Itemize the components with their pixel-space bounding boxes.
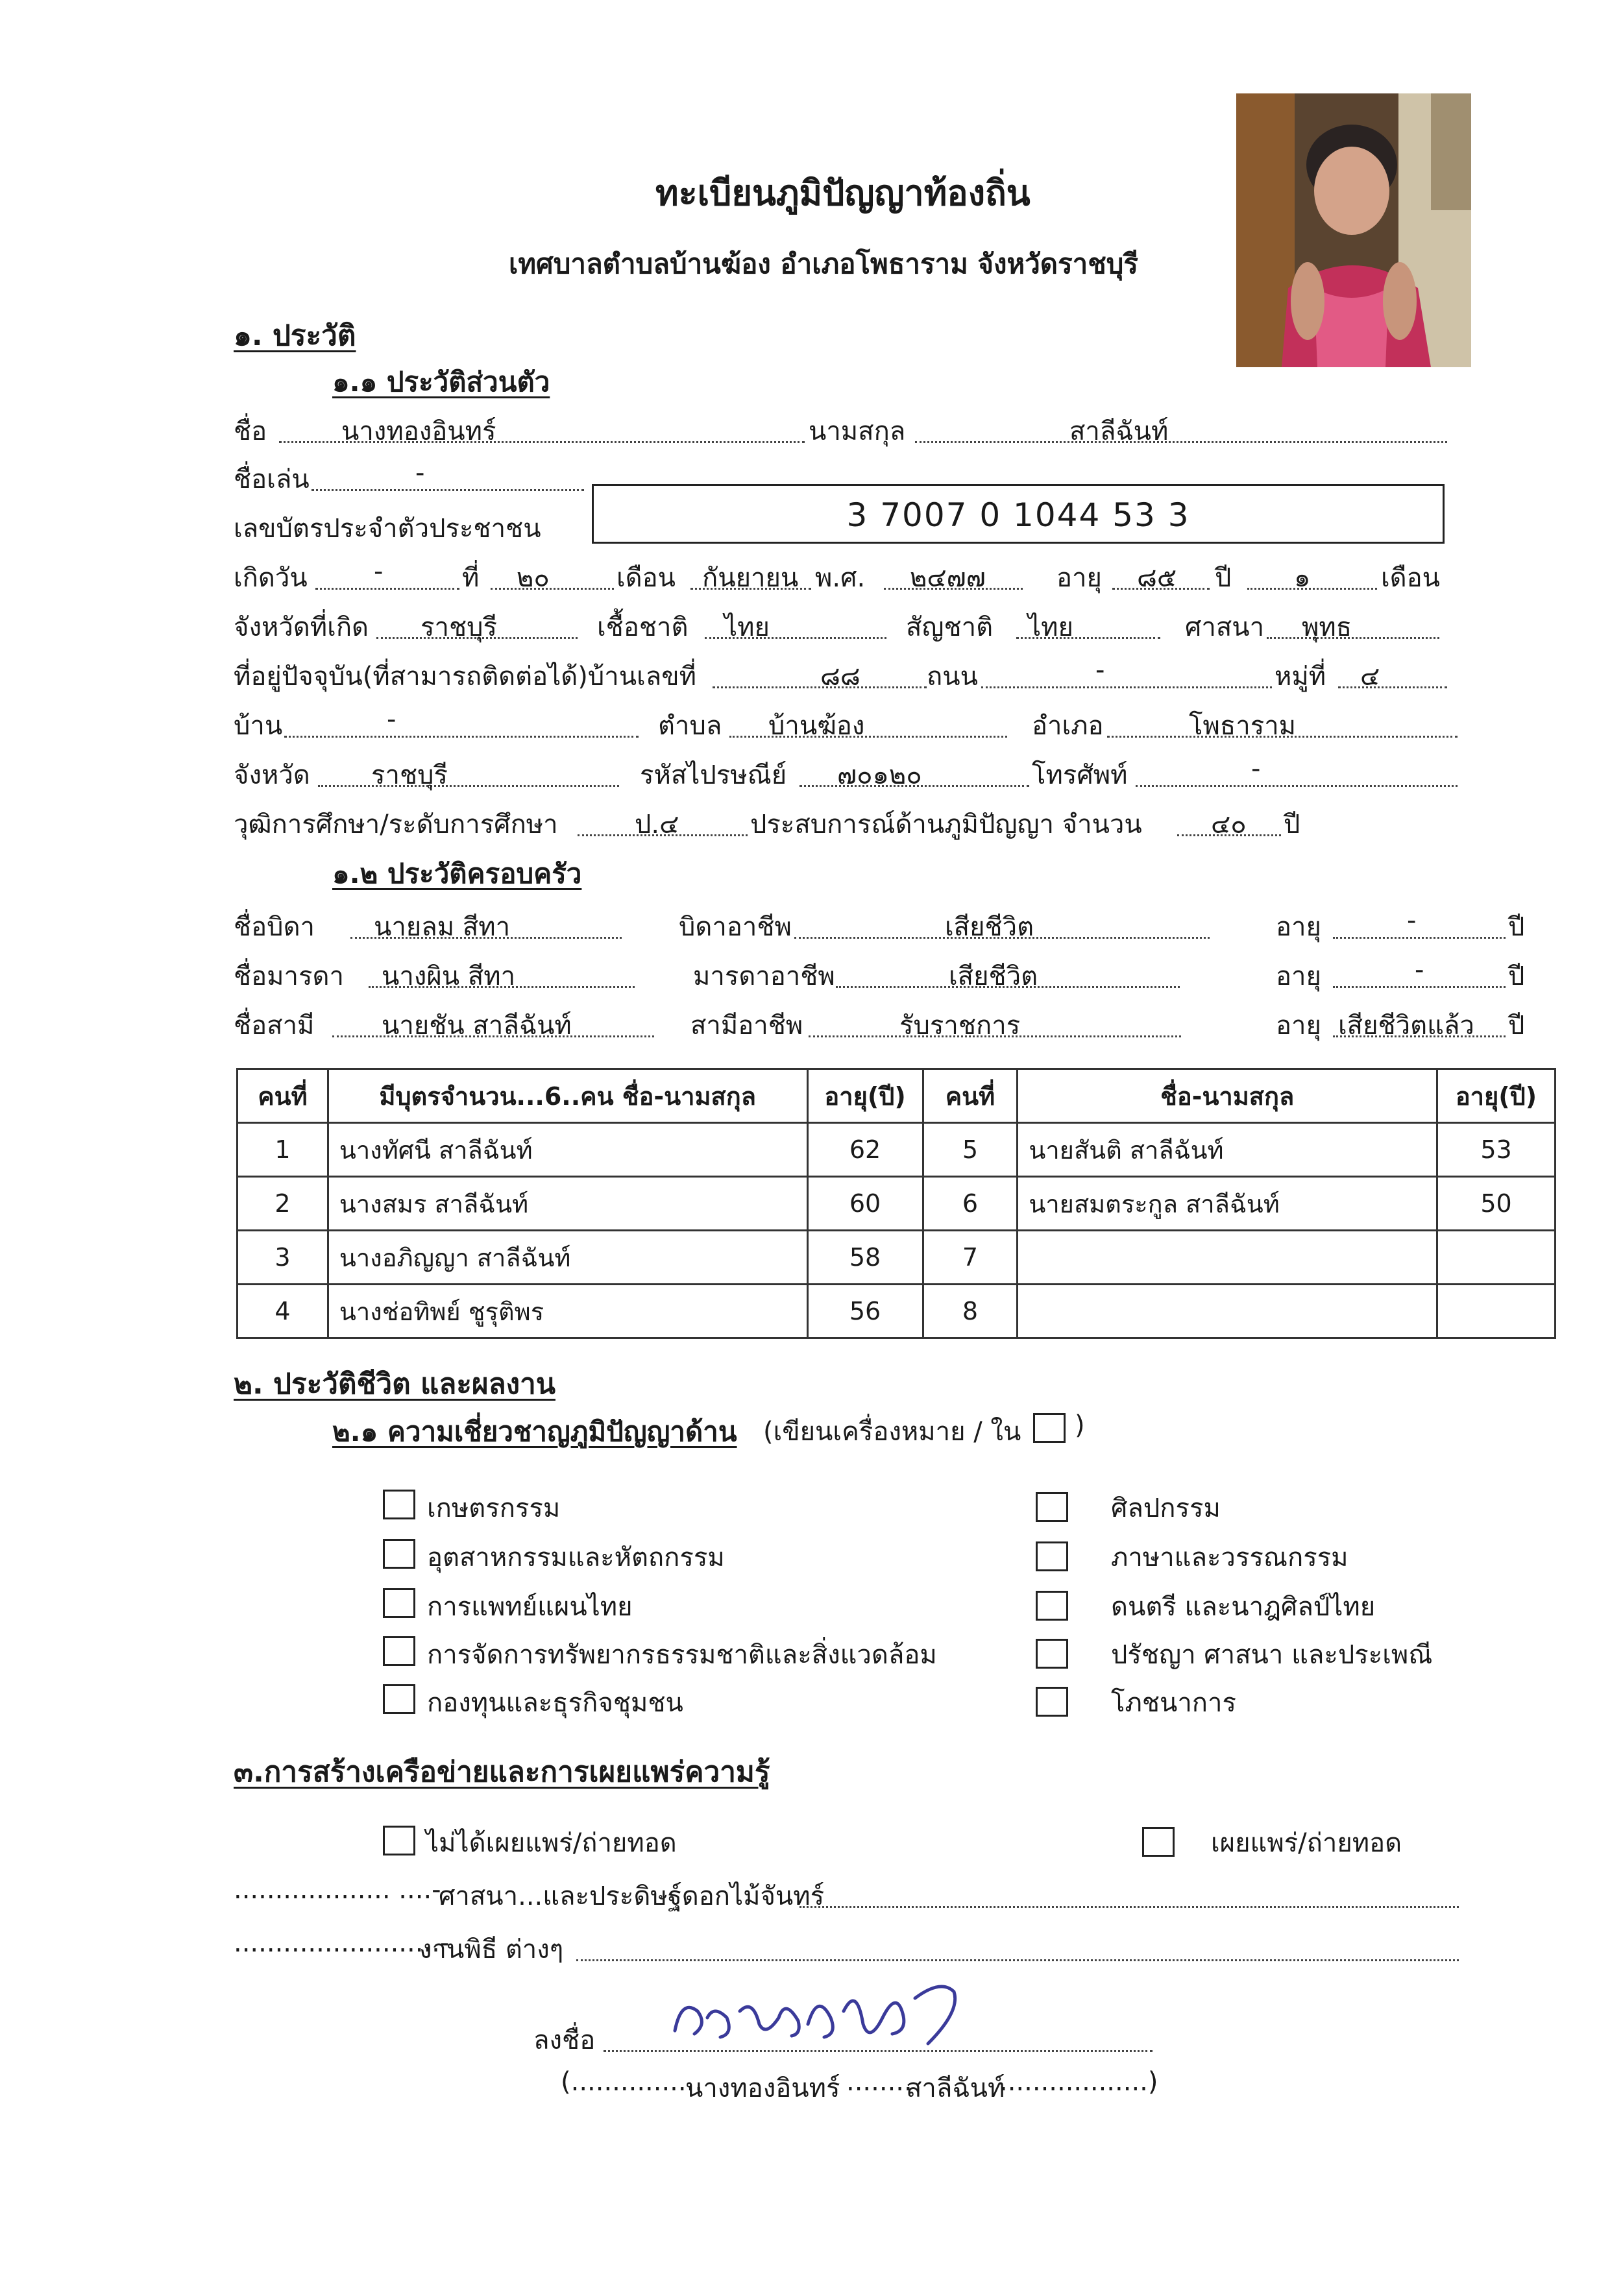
phone-label: โทรศัพท์ — [1032, 760, 1128, 790]
moo-value: ๔ — [1360, 662, 1380, 692]
option-disseminated-label: เผยแพร่/ถ่ายทอด — [1211, 1828, 1402, 1858]
portrait-illustration — [1236, 93, 1471, 367]
nickname-value: - — [415, 458, 425, 488]
father-age-label: อายุ — [1276, 912, 1321, 942]
address-label: ที่อยู่ปัจจุบัน(ที่สามารถติดต่อได้)บ้านเลขที่ — [234, 662, 696, 692]
section-1-2-heading: ๑.๒ ประวัติครอบครัว — [332, 858, 582, 889]
checkbox-fine-arts[interactable] — [1036, 1492, 1068, 1522]
father-label: ชื่อบิดา — [234, 912, 315, 942]
checkbox-natural-resources[interactable] — [383, 1636, 415, 1666]
name-label: ชื่อ — [234, 417, 267, 446]
phone-value: - — [1251, 754, 1261, 784]
village-line — [284, 736, 639, 738]
birthday-value: - — [374, 557, 384, 586]
table-cell: 3 — [238, 1231, 328, 1285]
option-label: ดนตรี และนาฎศิลป์ไทย — [1111, 1592, 1376, 1622]
table-row — [238, 1123, 1556, 1177]
education-label: วุฒิการศึกษา/ระดับการศึกษา — [234, 810, 558, 840]
road-label: ถนน — [927, 662, 978, 692]
mother-age-value: - — [1415, 955, 1424, 985]
subdistrict-value: บ้านฆ้อง — [768, 711, 865, 741]
birth-province-value: ราชบุรี — [421, 612, 497, 642]
table-cell: 4 — [238, 1285, 328, 1338]
mother-age-label: อายุ — [1276, 961, 1321, 991]
spouse-age-label: อายุ — [1276, 1011, 1321, 1041]
checkbox-philosophy-religion[interactable] — [1036, 1639, 1068, 1669]
table-cell: นางช่อทิพย์ ชูรุติพร — [328, 1285, 807, 1338]
village-value: - — [387, 705, 397, 734]
header-cell: มีบุตรจำนวน...6..คน ชื่อ-นามสกุล — [328, 1069, 807, 1123]
table-cell: นางอภิญญา สาลีฉันท์ — [328, 1231, 807, 1285]
road-line — [981, 686, 1272, 688]
province-value: ราชบุรี — [371, 760, 448, 790]
education-value: ป.๔ — [635, 810, 679, 840]
checkbox-nutrition[interactable] — [1036, 1687, 1068, 1717]
checkbox-disseminated[interactable] — [1142, 1827, 1175, 1857]
road-value: - — [1095, 655, 1105, 685]
mother-job-value: เสียชีวิต — [949, 961, 1038, 991]
section-2-heading: ๒. ประวัติชีวิต และผลงาน — [234, 1368, 555, 1401]
section-2-1-heading: ๒.๑ ความเชี่ยวชาญภูมิปัญญาด้าน — [332, 1416, 737, 1447]
spouse-job-label: สามีอาชีพ — [690, 1011, 803, 1041]
option-label: กองทุนและธุรกิจชุมชน — [427, 1688, 683, 1718]
nickname-line — [311, 489, 584, 491]
printed-name-open: (................ — [561, 2067, 703, 2097]
father-age-value: - — [1407, 906, 1417, 936]
table-row — [238, 1231, 1556, 1285]
option-label: อุตสาหกรรมและหัตถกรรม — [427, 1543, 725, 1573]
table-header-row — [238, 1069, 1556, 1123]
district-value: โพธาราม — [1189, 711, 1297, 741]
table-cell: 2 — [238, 1177, 328, 1231]
province-label: จังหวัด — [234, 760, 310, 790]
table-cell: 7 — [923, 1231, 1018, 1285]
table-cell: นางสมร สาลีฉันท์ — [328, 1177, 807, 1231]
date-line — [491, 588, 614, 590]
subdistrict-label: ตำบล — [658, 711, 722, 741]
spouse-value: นายชัน สาลีฉันท์ — [382, 1011, 572, 1041]
village-label: บ้าน — [234, 711, 283, 741]
section-1-1-heading: ๑.๑ ประวัติส่วนตัว — [332, 366, 550, 398]
spouse-age-value: เสียชีวิตแล้ว — [1338, 1011, 1474, 1041]
table-cell: 56 — [807, 1285, 923, 1338]
age-months-line — [1247, 588, 1377, 590]
option-label: ภาษาและวรรณกรรม — [1111, 1543, 1348, 1573]
mother-age-unit: ปี — [1508, 961, 1525, 991]
age-months-value: ๑ — [1294, 563, 1311, 593]
religion-line — [1267, 637, 1439, 639]
table-cell: นายสมตระกูล สาลีฉันท์ — [1018, 1177, 1437, 1231]
header-cell: อายุ(ปี) — [1437, 1069, 1556, 1123]
month-label: เดือน — [616, 563, 676, 593]
header-cell: อายุ(ปี) — [807, 1069, 923, 1123]
table-cell: 1 — [238, 1123, 328, 1177]
postcode-label: รหัสไปรษณีย์ — [640, 760, 787, 790]
option-label: ศิลปกรรม — [1111, 1493, 1221, 1523]
spouse-job-value: รับราชการ — [899, 1011, 1021, 1041]
table-cell: 50 — [1437, 1177, 1556, 1231]
printed-name-close: ..................) — [999, 2067, 1158, 2097]
spouse-age-unit: ปี — [1508, 1011, 1525, 1041]
page-subtitle: เทศบาลตำบลบ้านฆ้อง อำเภอโพธาราม จังหวัดราชบุรี — [509, 248, 1138, 280]
postcode-value: ๗๐๑๒๐ — [837, 760, 922, 790]
table-cell — [1437, 1285, 1556, 1338]
mother-label: ชื่อมารดา — [234, 961, 344, 991]
mother-value: นางผิน สีทา — [382, 961, 516, 991]
surname-line — [915, 441, 1447, 443]
option-label: การจัดการทรัพยากรธรรมชาติและสิ่งแวดล้อม — [427, 1640, 937, 1670]
spouse-label: ชื่อสามี — [234, 1011, 315, 1041]
moo-label: หมู่ที่ — [1275, 662, 1326, 692]
checkbox-thai-medicine[interactable] — [383, 1588, 415, 1618]
father-age-unit: ปี — [1508, 912, 1525, 942]
signature-scribble-icon — [668, 1972, 980, 2057]
table-row — [238, 1285, 1556, 1338]
experience-label: ประสบการณ์ด้านภูมิปัญญา จำนวน — [750, 810, 1142, 840]
table-cell — [1018, 1231, 1437, 1285]
phone-line — [1136, 785, 1458, 787]
moo-line — [1338, 686, 1447, 688]
birthday-label: เกิดวัน — [234, 563, 308, 593]
mother-job-label: มารดาอาชีพ — [693, 961, 835, 991]
option-label: โภชนาการ — [1111, 1688, 1236, 1718]
dissemination-line-1-prefix: ................... ....- — [234, 1875, 441, 1905]
checkbox-industry-handicraft[interactable] — [383, 1539, 415, 1569]
table-cell: 6 — [923, 1177, 1018, 1231]
printed-name-mid: ........ — [846, 2067, 912, 2097]
father-value: นายลม สีทา — [374, 912, 511, 942]
age-label: อายุ — [1056, 563, 1102, 593]
birthday-line — [315, 588, 459, 590]
experience-unit: ปี — [1284, 810, 1300, 840]
age-years-label: ปี — [1215, 563, 1232, 593]
dissemination-line-2-dots — [576, 1959, 1459, 1961]
dissemination-line-2-text: งานพิธี ต่างๆ — [419, 1935, 564, 1964]
id-number-box: 3 7007 0 1044 53 3 — [592, 484, 1445, 544]
ethnicity-label: เชื้อชาติ — [597, 612, 689, 642]
section-1-heading: ๑. ประวัติ — [234, 319, 356, 352]
year-value: ๒๔๗๗ — [910, 563, 986, 593]
printed-surname: สาลีฉันท์ — [906, 2073, 1005, 2103]
nickname-label: ชื่อเล่น — [234, 465, 310, 494]
birth-province-label: จังหวัดที่เกิด — [234, 612, 369, 642]
handwritten-signature — [668, 1972, 980, 2057]
page-title: ทะเบียนภูมิปัญญาท้องถิ่น — [655, 173, 1031, 213]
id-label: เลขบัตรประจำตัวประชาชน — [234, 514, 541, 544]
table-cell: 8 — [923, 1285, 1018, 1338]
table-cell: 58 — [807, 1231, 923, 1285]
date-label: ที่ — [462, 563, 480, 593]
table-cell: นางทัศนี สาลีฉันท์ — [328, 1123, 807, 1177]
dissemination-line-1-dots — [799, 1906, 1459, 1908]
section-2-1-note-close: ) — [1075, 1410, 1085, 1440]
option-label: การแพทย์แผนไทย — [427, 1592, 633, 1622]
table-cell: 53 — [1437, 1123, 1556, 1177]
table-cell: 62 — [807, 1123, 923, 1177]
table-cell — [1437, 1231, 1556, 1285]
table-cell: 60 — [807, 1177, 923, 1231]
example-checkbox — [1033, 1413, 1066, 1443]
header-cell: คนที่ — [238, 1069, 328, 1123]
checkbox-music-dance[interactable] — [1036, 1591, 1068, 1621]
district-label: อำเภอ — [1032, 711, 1104, 741]
option-not-disseminated-label: ไม่ได้เผยแพร่/ถ่ายทอด — [426, 1828, 677, 1858]
table-cell: 5 — [923, 1123, 1018, 1177]
father-job-label: บิดาอาชีพ — [679, 912, 792, 942]
father-job-value: เสียชีวิต — [945, 912, 1034, 942]
religion-value: พุทธ — [1302, 612, 1352, 642]
table-cell — [1018, 1285, 1437, 1338]
religion-label: ศาสนา — [1185, 612, 1265, 642]
month-value: กันยายน — [702, 563, 799, 593]
year-label: พ.ศ. — [815, 563, 866, 593]
name-value: นางทองอินทร์ — [341, 417, 496, 446]
table-row — [238, 1177, 1556, 1231]
option-label: ปรัชญา ศาสนา และประเพณี — [1111, 1640, 1433, 1670]
house-no-value: ๘๘ — [820, 662, 860, 692]
header-cell: คนที่ — [923, 1069, 1018, 1123]
surname-label: นามสกุล — [809, 417, 906, 446]
option-label: เกษตรกรรม — [427, 1493, 561, 1523]
dissemination-line-2-prefix: .........................- — [234, 1928, 450, 1958]
experience-value: ๔๐ — [1211, 810, 1247, 840]
nationality-value: ไทย — [1028, 612, 1073, 642]
father-age-line — [1333, 937, 1506, 939]
age-months-label: เดือน — [1381, 563, 1441, 593]
header-cell: ชื่อ-นามสกุล — [1018, 1069, 1437, 1123]
table-cell: นายสันติ สาลีฉันท์ — [1018, 1123, 1437, 1177]
surname-value: สาลีฉันท์ — [1069, 417, 1169, 446]
ethnicity-value: ไทย — [724, 612, 770, 642]
checkbox-agriculture[interactable] — [383, 1490, 415, 1519]
province-line — [318, 785, 619, 787]
dissemination-line-1-text: ศาสนา...และประดิษฐ์ดอกไม้จันทร์ — [439, 1881, 825, 1911]
portrait-photo — [1236, 93, 1471, 367]
checkbox-not-disseminated[interactable] — [383, 1826, 415, 1855]
nationality-label: สัญชาติ — [906, 612, 994, 642]
section-2-1-note: (เขียนเครื่องหมาย / ใน — [763, 1417, 1021, 1447]
checkbox-community-fund[interactable] — [383, 1684, 415, 1714]
signature-label: ลงชื่อ — [533, 2025, 596, 2055]
house-no-line — [713, 686, 927, 688]
mother-age-line — [1333, 986, 1506, 988]
age-value: ๘๕ — [1137, 563, 1177, 593]
date-value: ๒๐ — [517, 563, 550, 593]
printed-name: นางทองอินทร์ — [685, 2073, 840, 2103]
checkbox-language-literature[interactable] — [1036, 1541, 1068, 1571]
section-3-heading: ๓.การสร้างเครือข่ายและการเผยแพร่ความรู้ — [234, 1756, 770, 1789]
children-table — [236, 1068, 1556, 1339]
